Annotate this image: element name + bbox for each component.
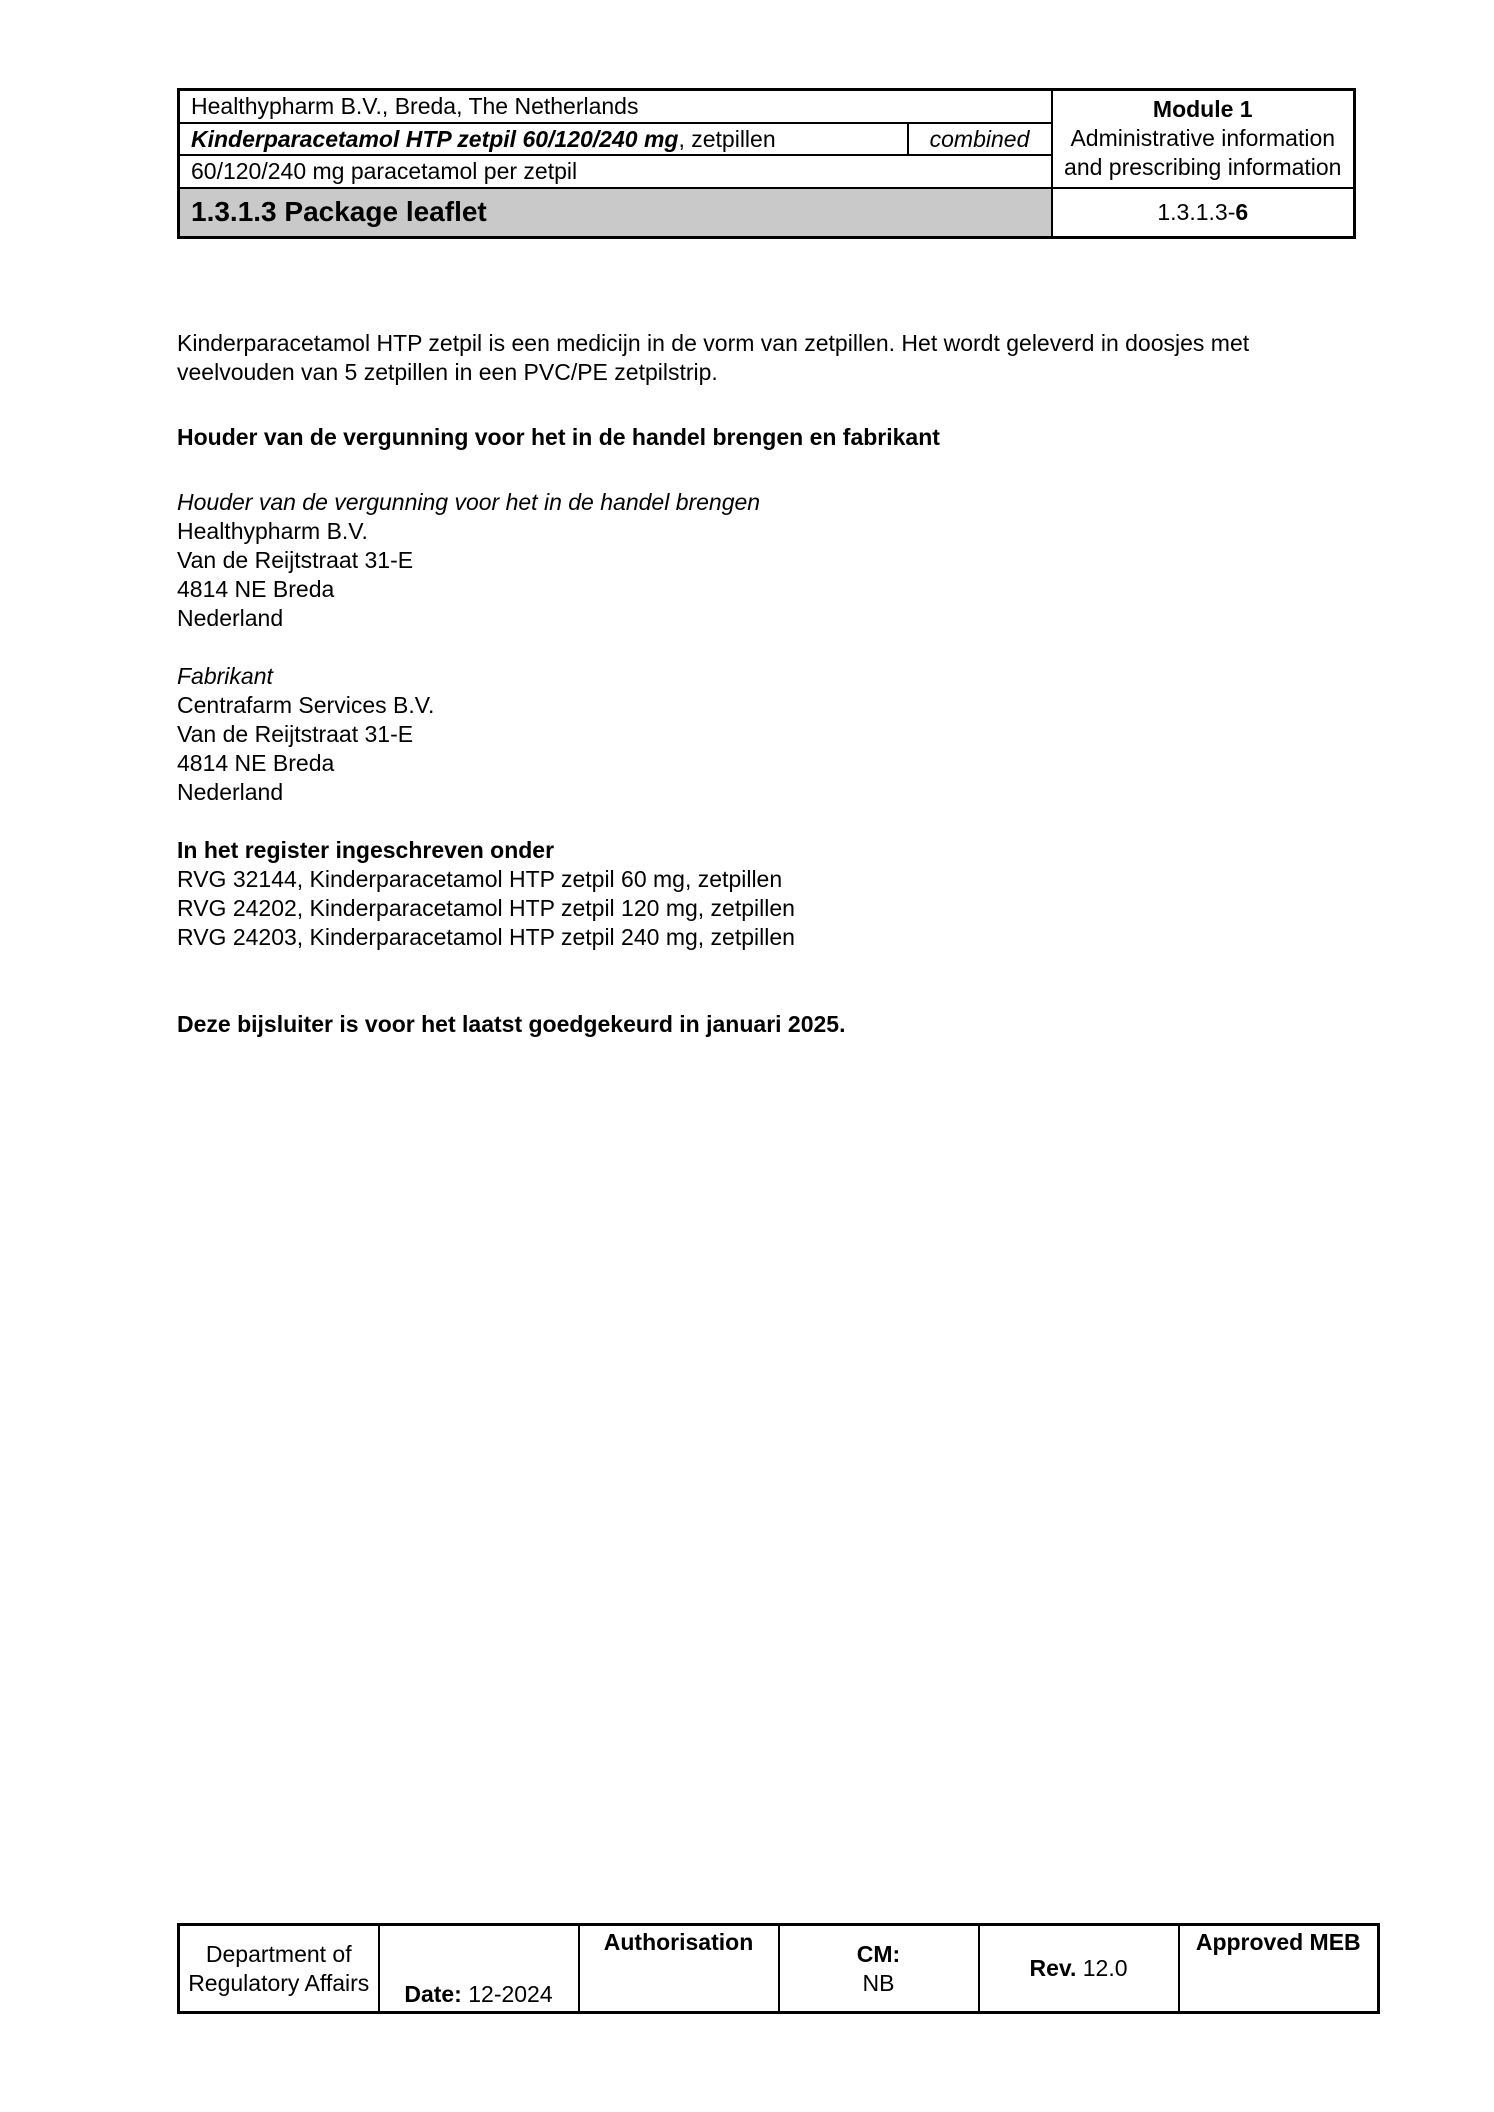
module-line2: Administrative information — [1070, 125, 1336, 152]
mah-line: Healthypharm B.V. — [177, 518, 368, 544]
manufacturer-line: Van de Reijtstraat 31-E — [177, 721, 414, 747]
header-row-company — [179, 90, 1355, 123]
intro-paragraph — [177, 329, 1417, 387]
mah-line: 4814 NE Breda — [177, 576, 335, 602]
footer-table — [177, 1923, 1380, 2014]
manufacturer-block — [177, 662, 1417, 807]
module-line3: and prescribing information — [1064, 154, 1342, 181]
header-row-section — [179, 188, 1355, 238]
combined-cell: combined — [908, 123, 1052, 155]
mah-block — [177, 488, 1417, 633]
product-suffix: , zetpillen — [678, 125, 776, 152]
approved-cell: Approved MEB — [1179, 1925, 1379, 2013]
intro-line-2: veelvouden van 5 zetpillen in een PVC/PE zetpilstrip. — [177, 359, 718, 385]
department-cell — [179, 1925, 379, 2013]
manufacturer-line: Centrafarm Services B.V. — [177, 692, 435, 718]
module-title: Module 1 — [1152, 96, 1253, 123]
manufacturer-line: Nederland — [177, 779, 284, 805]
header-table — [177, 88, 1356, 239]
section-title-cell: 1.3.1.3 Package leaflet — [179, 188, 1052, 238]
mah-fabrikant-heading: Houder van de vergunning voor het in de handel brengen en fabrikant — [177, 424, 940, 450]
company-cell — [179, 90, 1052, 123]
product-name: Kinderparacetamol HTP zetpil 60/120/240 mg — [191, 125, 679, 152]
strength-cell: 60/120/240 mg paracetamol per zetpil — [179, 155, 1052, 188]
department-line-1: Department of — [205, 1940, 352, 1967]
manufacturer-line: 4814 NE Breda — [177, 750, 335, 776]
rev-label: Rev. — [1029, 1955, 1077, 1981]
section-code-prefix: 1.3.1.3- — [1157, 199, 1236, 226]
cm-value: NB — [862, 1969, 895, 1996]
authorisation-cell: Authorisation — [579, 1925, 779, 2013]
footer-row — [179, 1925, 1379, 2013]
cm-cell — [779, 1925, 979, 2013]
register-heading: In het register ingeschreven onder — [177, 837, 555, 863]
mah-line: Van de Reijtstraat 31-E — [177, 547, 414, 573]
register-line: RVG 32144, Kinderparacetamol HTP zetpil 60 mg, zetpillen — [177, 866, 783, 892]
register-block — [177, 836, 1417, 952]
rev-value: 12.0 — [1082, 1955, 1128, 1981]
cm-label: CM: — [856, 1940, 901, 1967]
document-body — [177, 329, 1417, 1039]
product-cell — [179, 123, 908, 155]
intro-line-1: Kinderparacetamol HTP zetpil is een medicijn in de vorm van zetpillen. Het wordt geleverd in doosjes met — [177, 330, 1250, 356]
company-text: Healthypharm B.V., Breda, The Netherlands — [191, 93, 639, 120]
date-cell — [379, 1925, 579, 2013]
date-label: Date: — [404, 1981, 462, 2007]
department-line-2: Regulatory Affairs — [188, 1969, 370, 1996]
register-line: RVG 24203, Kinderparacetamol HTP zetpil 240 mg, zetpillen — [177, 924, 795, 950]
date-value: 12-2024 — [468, 1981, 553, 2007]
mah-label: Houder van de vergunning voor het in de handel brengen — [177, 489, 761, 515]
register-line: RVG 24202, Kinderparacetamol HTP zetpil 120 mg, zetpillen — [177, 895, 795, 921]
section-code-page: 6 — [1235, 199, 1249, 226]
approval-line: Deze bijsluiter is voor het laatst goedgekeurd in januari 2025. — [177, 1011, 846, 1037]
section-code-cell — [1052, 188, 1355, 238]
rev-cell — [979, 1925, 1179, 2013]
manufacturer-label: Fabrikant — [177, 663, 273, 689]
mah-line: Nederland — [177, 605, 284, 631]
module-cell — [1052, 90, 1355, 188]
